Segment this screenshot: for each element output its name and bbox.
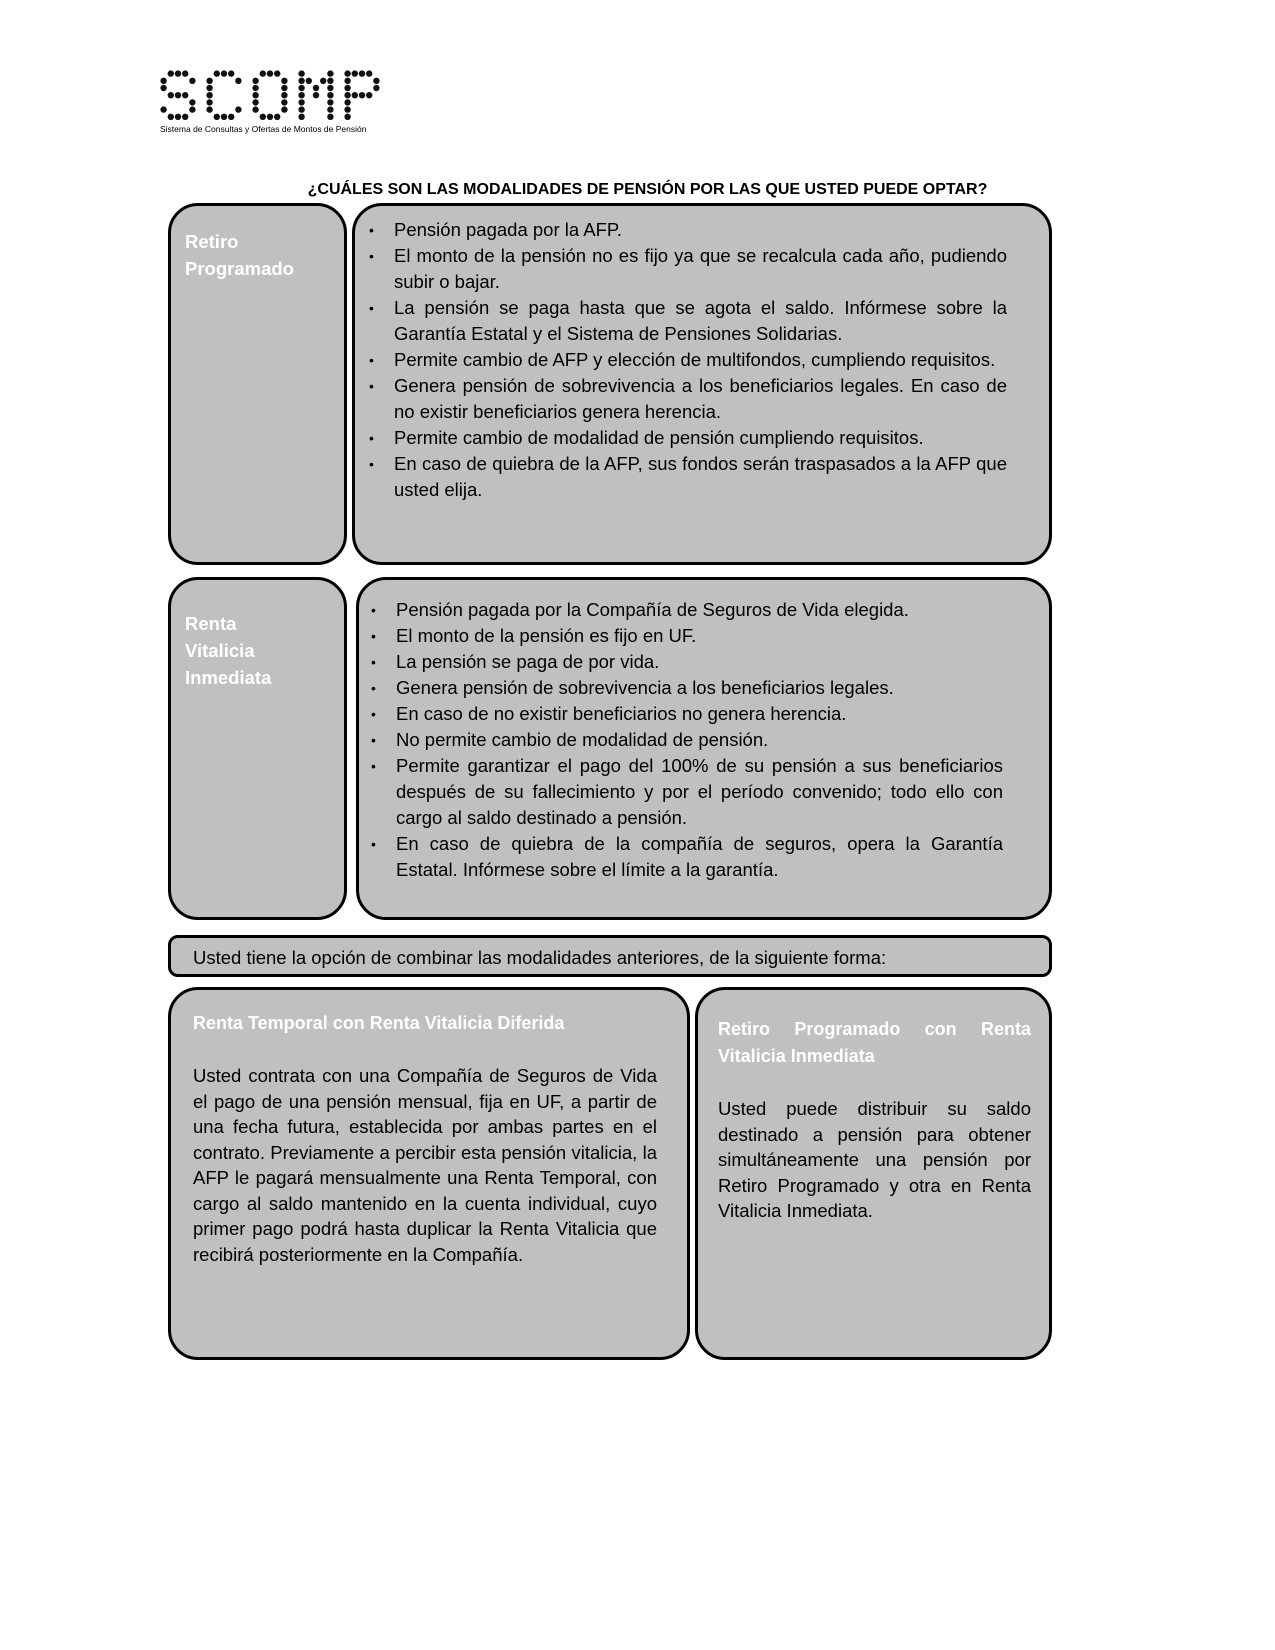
bullet-icon: • <box>369 300 374 316</box>
bullet-text: La pensión se paga hasta que se agota el saldo. Infórmese sobre la Garantía Estatal y el Sistema de Pensiones Solidarias. <box>394 297 1007 344</box>
logo-dot <box>344 78 350 84</box>
logo-dot <box>189 106 195 112</box>
logo-dot <box>313 85 319 91</box>
logo-dot <box>373 78 379 84</box>
logo-dot <box>235 78 241 84</box>
bullet-text: No permite cambio de modalidad de pensión. <box>396 729 769 750</box>
bullet-item <box>361 649 1003 675</box>
logo-dot <box>298 106 304 112</box>
logo-dot <box>366 70 372 76</box>
logo-dot <box>298 70 304 76</box>
renta-vitalicia-list <box>361 597 1003 883</box>
logo-dot <box>267 114 273 120</box>
combine-note-box <box>168 935 1052 977</box>
logo-dot <box>206 92 212 98</box>
renta-vitalicia-label: Renta Vitalicia Inmediata <box>185 613 272 688</box>
logo-dot <box>260 114 266 120</box>
bullet-text: Permite cambio de AFP y elección de multifondos, cumpliendo requisitos. <box>394 349 996 370</box>
bullet-icon: • <box>369 222 374 238</box>
logo-dot <box>228 70 234 76</box>
logo-dot <box>228 114 234 120</box>
bullet-icon: • <box>369 430 374 446</box>
logo-dot <box>327 70 333 76</box>
logo-dot <box>344 114 350 120</box>
renta-vitalicia-label-box <box>168 577 347 920</box>
logo-dot <box>327 99 333 105</box>
logo-dot <box>366 92 372 98</box>
renta-temporal-title: Renta Temporal con Renta Vitalicia Diferida <box>193 1013 565 1033</box>
logo-dot <box>281 85 287 91</box>
bullet-item <box>359 217 1007 243</box>
logo-dot <box>206 99 212 105</box>
logo-dot <box>206 85 212 91</box>
bullet-icon: • <box>371 680 376 696</box>
logo-dot <box>298 85 304 91</box>
retiro-con-renta-body: Usted puede distribuir su saldo destinado a pensión para obtener simultáneamente una pensión por Retiro Programado y otra en Renta Vitalicia Inmediata. <box>718 1098 1031 1221</box>
logo-dot <box>298 99 304 105</box>
logo-subtitle: Sistema de Consultas y Ofertas de Montos de Pensión <box>160 124 367 134</box>
logo-dot <box>298 92 304 98</box>
bullet-text: En caso de quiebra de la AFP, sus fondos serán traspasados a la AFP que usted elija. <box>394 453 1007 500</box>
logo-dot <box>168 114 174 120</box>
logo-dot <box>359 70 365 76</box>
logo-dot <box>327 114 333 120</box>
logo-dot <box>298 78 304 84</box>
retiro-programado-details-box <box>352 203 1052 565</box>
logo-dot <box>189 78 195 84</box>
bullet-text: El monto de la pensión es fijo en UF. <box>396 625 697 646</box>
logo-dot <box>260 70 266 76</box>
logo-dot <box>281 99 287 105</box>
logo-dot <box>313 92 319 98</box>
scomp-logo-wordmark <box>160 70 400 122</box>
logo-dot <box>252 106 258 112</box>
bullet-icon: • <box>369 352 374 368</box>
logo-dot <box>175 70 181 76</box>
bullet-icon: • <box>371 758 376 774</box>
bullet-text: Permite cambio de modalidad de pensión cumpliendo requisitos. <box>394 427 924 448</box>
bullet-item <box>359 347 1007 373</box>
logo-dot <box>235 106 241 112</box>
scomp-logo <box>160 70 400 134</box>
logo-dot <box>175 92 181 98</box>
bullet-icon: • <box>371 732 376 748</box>
bullet-text: El monto de la pensión no es fijo ya que se recalcula cada año, pudiendo subir o bajar. <box>394 245 1007 292</box>
logo-dot <box>160 85 166 91</box>
bullet-text: En caso de quiebra de la compañía de seguros, opera la Garantía Estatal. Infórmese sobre el límite a la garantía. <box>396 833 1003 880</box>
bullet-item <box>361 727 1003 753</box>
logo-dot <box>168 92 174 98</box>
logo-dot <box>182 114 188 120</box>
retiro-programado-label: Retiro Programado <box>185 231 294 279</box>
logo-dot <box>281 92 287 98</box>
logo-dot <box>344 106 350 112</box>
page-title: ¿CUÁLES SON LAS MODALIDADES DE PENSIÓN POR LAS QUE USTED PUEDE OPTAR? <box>307 181 988 198</box>
logo-dot <box>298 114 304 120</box>
logo-dot <box>182 70 188 76</box>
retiro-con-renta-box <box>695 987 1052 1360</box>
logo-dot <box>252 92 258 98</box>
bullet-item <box>359 243 1007 295</box>
renta-vitalicia-details-box <box>356 577 1052 920</box>
bullet-item <box>361 623 1003 649</box>
bullet-icon: • <box>371 706 376 722</box>
bullet-icon: • <box>371 654 376 670</box>
logo-dot <box>267 70 273 76</box>
logo-dot <box>344 85 350 91</box>
bullet-item <box>361 831 1003 883</box>
logo-dot <box>160 78 166 84</box>
logo-dot <box>206 78 212 84</box>
bullet-item <box>359 295 1007 347</box>
bullet-icon: • <box>369 456 374 472</box>
bullet-text: Pensión pagada por la AFP. <box>394 219 622 240</box>
bullet-item <box>361 597 1003 623</box>
bullet-text: Genera pensión de sobrevivencia a los beneficiarios legales. En caso de no existir beneficiarios genera herencia. <box>394 375 1007 422</box>
retiro-programado-label-box <box>168 203 347 565</box>
bullet-text: Genera pensión de sobrevivencia a los beneficiarios legales. <box>396 677 894 698</box>
retiro-con-renta-title: Retiro Programado con Renta Vitalicia Inmediata <box>718 1019 1031 1066</box>
logo-dot <box>359 92 365 98</box>
bullet-icon: • <box>371 602 376 618</box>
logo-dot <box>344 99 350 105</box>
logo-dot <box>214 114 220 120</box>
logo-dot <box>221 114 227 120</box>
logo-dot <box>252 85 258 91</box>
logo-dot <box>175 114 181 120</box>
logo-dot <box>274 114 280 120</box>
renta-temporal-body: Usted contrata con una Compañía de Seguros de Vida el pago de una pensión mensual, fija en UF, a partir de una fecha futura, establecida por ambas partes en el contrato. Previamente a percibir esta pensión vitalicia, la AFP le pagará mensualmente una Renta Temporal, con cargo al saldo mantenido en la cuenta individual, cuyo primer pago podrá hasta duplicar la Renta Vitalicia que recibirá posteriormente en la Compañía. <box>193 1065 657 1265</box>
bullet-item <box>361 675 1003 701</box>
logo-dot <box>327 85 333 91</box>
bullet-item <box>361 753 1003 831</box>
logo-dot <box>206 106 212 112</box>
logo-dot <box>182 92 188 98</box>
bullet-item <box>359 451 1007 503</box>
bullet-icon: • <box>371 628 376 644</box>
logo-dot <box>344 70 350 76</box>
logo-dot <box>352 92 358 98</box>
bullet-icon: • <box>371 836 376 852</box>
bullet-text: Pensión pagada por la Compañía de Seguros de Vida elegida. <box>396 599 909 620</box>
renta-temporal-box <box>168 987 690 1360</box>
bullet-text: En caso de no existir beneficiarios no genera herencia. <box>396 703 847 724</box>
logo-dot <box>344 92 350 98</box>
bullet-icon: • <box>369 378 374 394</box>
retiro-programado-list <box>359 217 1007 503</box>
logo-dot <box>252 99 258 105</box>
bullet-icon: • <box>369 248 374 264</box>
bullet-text: La pensión se paga de por vida. <box>396 651 660 672</box>
bullet-item <box>359 425 1007 451</box>
bullet-item <box>359 373 1007 425</box>
logo-dot <box>214 70 220 76</box>
logo-dot <box>352 70 358 76</box>
logo-dot <box>281 106 287 112</box>
logo-dot <box>327 78 333 84</box>
logo-dot <box>160 106 166 112</box>
logo-dot <box>320 78 326 84</box>
logo-dot <box>252 78 258 84</box>
logo-dot <box>168 70 174 76</box>
bullet-item <box>361 701 1003 727</box>
logo-dot <box>274 70 280 76</box>
combine-note: Usted tiene la opción de combinar las modalidades anteriores, de la siguiente forma: <box>193 947 887 968</box>
logo-dot <box>221 70 227 76</box>
logo-dot <box>327 92 333 98</box>
logo-dot <box>281 78 287 84</box>
logo-dot <box>306 78 312 84</box>
logo-dot <box>189 99 195 105</box>
logo-dot <box>327 106 333 112</box>
bullet-text: Permite garantizar el pago del 100% de su pensión a sus beneficiarios después de su fallecimiento y por el período convenido; todo ello con cargo al saldo destinado a pensión. <box>396 755 1003 828</box>
logo-dot <box>373 85 379 91</box>
